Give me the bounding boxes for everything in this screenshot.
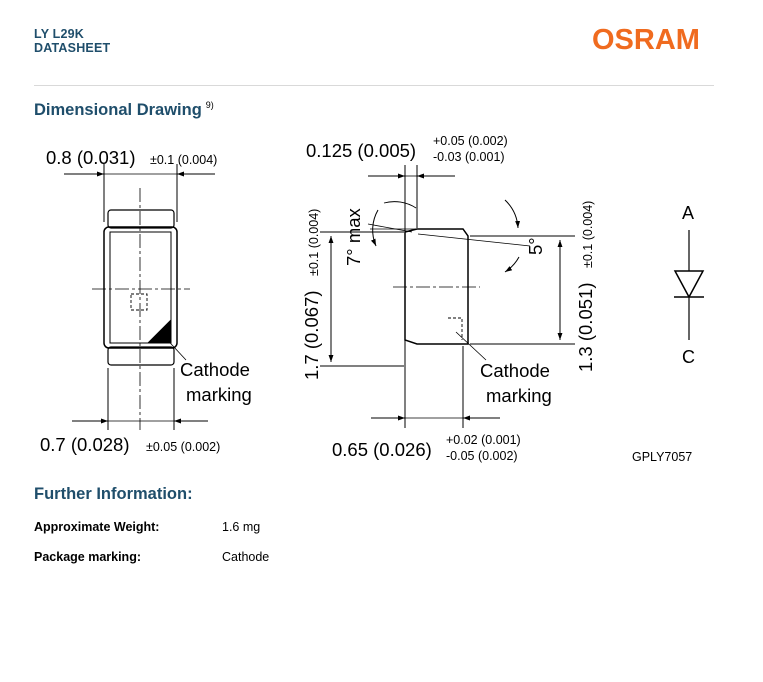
weight-label: Approximate Weight:	[34, 520, 160, 534]
front-bottom-tol: ±0.05 (0.002)	[146, 440, 221, 454]
side-cathode-label-1: Cathode	[480, 360, 550, 381]
side-height-tol: ±0.1 (0.004)	[307, 208, 321, 276]
side-angle-right: 5°	[525, 237, 546, 255]
marking-label: Package marking:	[34, 550, 141, 564]
diode-symbol	[674, 230, 704, 340]
further-information-heading: Further Information:	[34, 485, 193, 503]
side-width-tol-minus: -0.05 (0.002)	[446, 449, 518, 463]
front-bottom-dim: 0.7 (0.028)	[40, 434, 130, 455]
drawing-code: GPLY7057	[632, 450, 693, 464]
weight-value: 1.6 mg	[222, 520, 261, 534]
front-cathode-label-1: Cathode	[180, 359, 250, 380]
side-thickness-dim: 0.125 (0.005)	[306, 140, 417, 161]
marking-value: Cathode	[222, 550, 270, 564]
side-height2-tol: ±0.1 (0.004)	[581, 200, 595, 268]
front-width-dim: 0.8 (0.031)	[46, 147, 136, 168]
footnote-ref: 9)	[205, 100, 214, 110]
side-width-dim: 0.65 (0.026)	[332, 439, 432, 460]
side-thickness-tol-minus: -0.03 (0.001)	[433, 150, 505, 164]
cathode-label: C	[682, 347, 695, 367]
side-height2-dim: 1.3 (0.051)	[575, 282, 596, 372]
side-angle-left: 7° max	[343, 208, 364, 266]
product-name: LY L29K	[34, 27, 85, 41]
side-width-tol-plus: +0.02 (0.001)	[446, 433, 521, 447]
side-cathode-label-2: marking	[486, 385, 552, 406]
document-type: DATASHEET	[34, 41, 111, 55]
front-width-tol: ±0.1 (0.004)	[150, 153, 218, 167]
side-thickness-tol-plus: +0.05 (0.002)	[433, 134, 508, 148]
side-height-dim: 1.7 (0.067)	[301, 290, 322, 380]
anode-label: A	[682, 203, 695, 223]
osram-logo: OSRAM	[592, 24, 700, 56]
dimensional-heading-text: Dimensional Drawing	[34, 101, 202, 119]
front-cathode-label-2: marking	[186, 384, 252, 405]
